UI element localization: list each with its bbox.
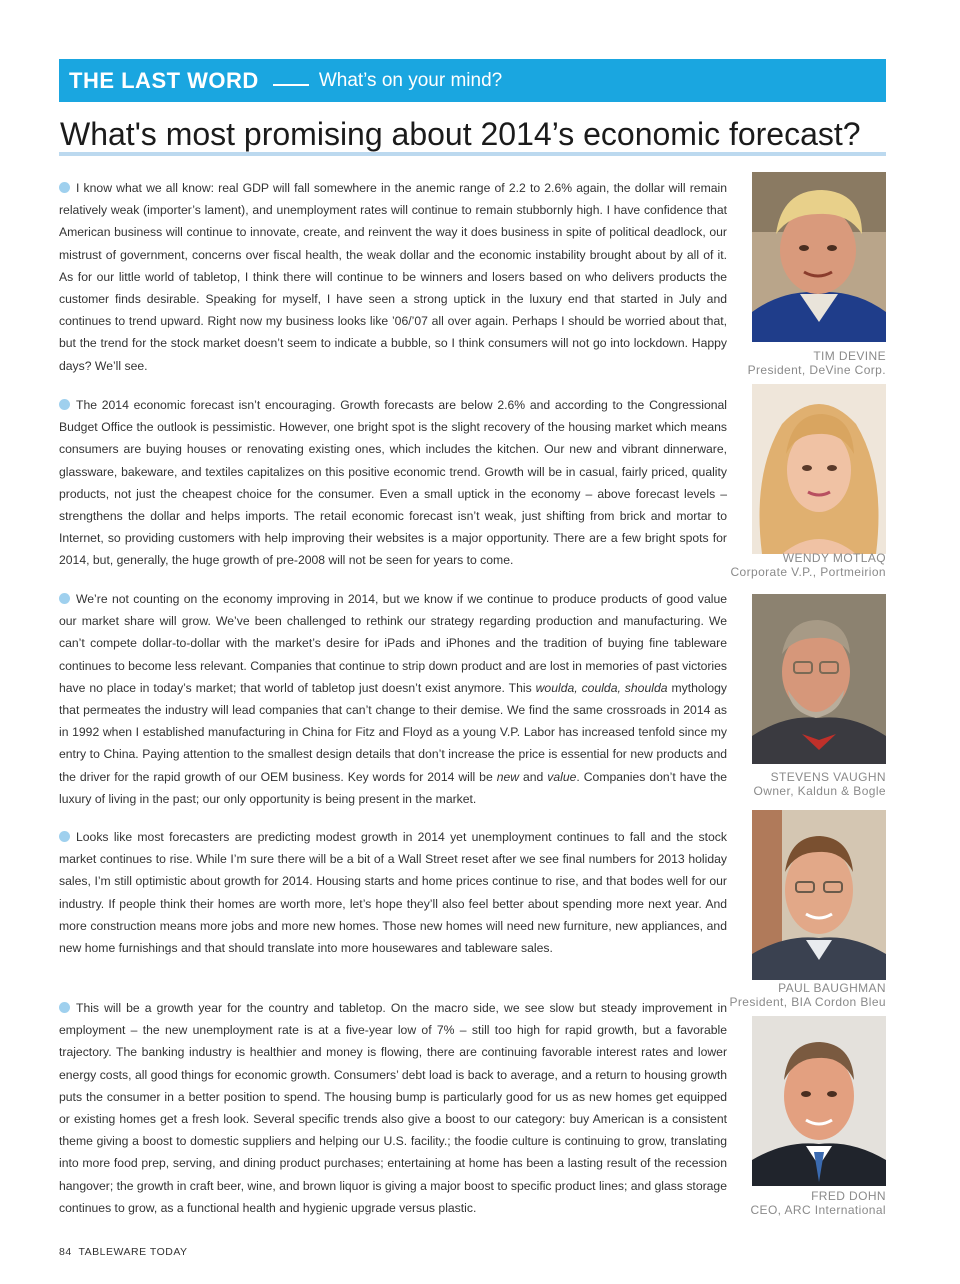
- person-name: PAUL BAUGHMAN: [778, 981, 886, 995]
- answer-text-middle: mythology that permeates the industry will lead companies that can’t change to their demise. We find the same crossroads in 2014 as in 1992 when I established manufacturing in China for Fitz and Floyd as a young V.P. Labor has increased tenfold since my entry to China. Paying attention to the smallest design details that don’t increase the price is essential for new products and the driver for the rapid growth of our OEM business. Key words for 2014 will be: [59, 680, 727, 784]
- person-caption: [700, 1189, 886, 1217]
- portrait-stevens-vaughn: [752, 594, 886, 764]
- person-title: President, DeVine Corp.: [747, 363, 886, 377]
- section-tagline: What’s on your mind?: [318, 69, 503, 91]
- person-caption: [700, 770, 886, 798]
- emphasis-text: value: [547, 769, 577, 784]
- answer-text-end: . Companies don’t have the luxury of living in the past; our only opportunity is being present in the market.: [59, 769, 728, 806]
- emphasis-text: woulda, coulda, shoulda: [535, 680, 668, 695]
- portrait-wendy-motlaq: [752, 384, 886, 554]
- section-header-bar: [59, 59, 886, 102]
- answer-paragraph: [59, 997, 727, 1219]
- portrait-fred-dohn: [752, 1016, 886, 1186]
- portrait-photo: [752, 172, 886, 342]
- person-caption: [700, 349, 886, 377]
- section-name: THE LAST WORD: [69, 67, 259, 93]
- answer-paragraph: [59, 394, 727, 572]
- portrait-tim-devine: [752, 172, 886, 342]
- answer-text-start: We’re not counting on the economy improving in 2014, but we know if we continue to produce products of good value our market share will grow. We’ve been challenged to rethink our strategy regarding production and manufacturing. We can’t compete dollar-to-dollar with the market’s desire for iPads and iPhones and the tradition of buying fine tableware continues to become less relevant. Companies that continue to strip down product and are lost in memories of past victories have no place in today’s market; that world of tabletop just doesn’t exist anymore. This: [59, 592, 727, 695]
- portrait-photo: [752, 384, 886, 554]
- answer-text: Looks like most forecasters are predicting modest growth in 2014 yet unemployment continues to fall and the stock market continues to rise. While I’m sure there will be a bit of a Wall Street reset after we see final numbers for 2013 holiday sales, I’m still optimistic about growth for 2014. Housing starts and home prices continue to rise, and that bodes well for our industry. If people think their homes are worth more, let’s hope they’ll also feel better about spending more next year. And more construction means more jobs and more new homes. Those new homes will need new furniture, new appliances, and new home furnishings and that should translate into more housewares and tableware sales.: [59, 830, 727, 956]
- bullet-icon: [59, 831, 70, 842]
- answer-paragraph: [59, 177, 727, 377]
- answer-text: This will be a growth year for the country and tabletop. On the macro side, we see slow but steady improvement in employment – the new unemployment rate is at a five-year low of 7% – still too high for rapid growth, but a favorable trajectory. The banking industry is healthier and money is flowing, there are continuing favorable interest rates and lower energy costs, all good things for economic growth. Consumers’ debt load is back to average, and a return to housing growth puts the consumer in a better position to spend. The housing bump is particularly good for us as new homes get equipped or existing homes get a fresh look. Several specific trends also give a boost to our category: buy American is a consistent theme giving a boost to domestic suppliers and helping our U.S. facility.; the foodie culture is continuing to grow, translating into more food prep, serving, and dining product purchases; entertaining at home has been a lasting result of the recession hangover; the growth in craft beer, wine, and brown liquor is giving a major boost to specific product lines; and glass storage continues to grow, as a functional health and hygienic upgrade versus plastic.: [59, 1001, 727, 1215]
- answer-text: The 2014 economic forecast isn’t encouraging. Growth forecasts are below 2.6% and according to the Congressional Budget Office the outlook is pessimistic. However, one bright spot is the slight recovery of the housing market which means consumers are buying houses or renovating existing ones, which includes the kitchen. Our new and vibrant dinnerware, glassware, bakeware, and textiles capitalizes on this positive economic trend. Growth will be in casual, fairly priced, quality products, not just the cheapest choice for the consumer. Even a small uptick in the economy – above forecast levels – strengthens the dollar and helps imports. The retail economic forecast isn’t weak, just shifting from brick and mortar to Internet, so providing customers with help improving their websites is a major opportunity. There are a few bright spots for 2014, but, generally, the huge growth of pre-2008 will not be seen for years to come.: [59, 398, 727, 568]
- answer-paragraph: [59, 826, 727, 959]
- person-name: TIM DEVINE: [813, 349, 886, 363]
- answer-paragraph: [59, 588, 727, 810]
- person-title: Owner, Kaldun & Bogle: [753, 784, 886, 798]
- portrait-photo: [752, 594, 886, 764]
- person-title: CEO, ARC International: [750, 1203, 886, 1217]
- portrait-photo: [752, 810, 886, 980]
- bullet-icon: [59, 1002, 70, 1013]
- answer-text: I know what we all know: real GDP will fall somewhere in the anemic range of 2.2 to 2.6% again, the dollar will remain relatively weak (importer’s lament), and unemployment rates will continue to remain stubbornly high. I have confidence that American business will continue to innovate, create, and reinvent the way it does business in spite of political deadlock, our mistrust of government, concerns over fiscal health, the weak dollar and the economic instability brought about by all of it. As for our little world of tabletop, I think there will continue to be winners and losers based on who delivers products the customer finds desirable. Speaking for myself, I have seen a strong uptick in the luxury end that started in July and continues to trend upward. Right now my business looks like ’06/’07 all over again. Perhaps I should be worried about that, but the trend for the stock market doesn’t seem to indicate a bubble, so I think consumers will not go into lockdown. Happy days? We’ll see.: [59, 181, 727, 373]
- answer-text-join: and: [519, 769, 548, 784]
- bullet-icon: [59, 399, 70, 410]
- portrait-photo: [752, 1016, 886, 1186]
- bullet-icon: [59, 593, 70, 604]
- person-title: Corporate V.P., Portmeirion: [730, 565, 886, 579]
- bullet-icon: [59, 182, 70, 193]
- person-name: WENDY MOTLAQ: [782, 551, 886, 565]
- portrait-paul-baughman: [752, 810, 886, 980]
- publication-name: TABLEWARE TODAY: [78, 1246, 188, 1258]
- emphasis-text: new: [496, 769, 520, 784]
- person-title: President, BIA Cordon Bleu: [729, 995, 886, 1009]
- person-caption: [700, 981, 886, 1009]
- person-name: STEVENS VAUGHN: [770, 770, 886, 784]
- page-footer: [59, 1246, 188, 1258]
- header-divider: [273, 84, 309, 86]
- person-name: FRED DOHN: [811, 1189, 886, 1203]
- headline-underline: [59, 152, 886, 156]
- page-number: 84: [59, 1246, 72, 1258]
- person-caption: [700, 551, 886, 579]
- article-headline: What's most promising about 2014’s economic forecast?: [60, 116, 861, 152]
